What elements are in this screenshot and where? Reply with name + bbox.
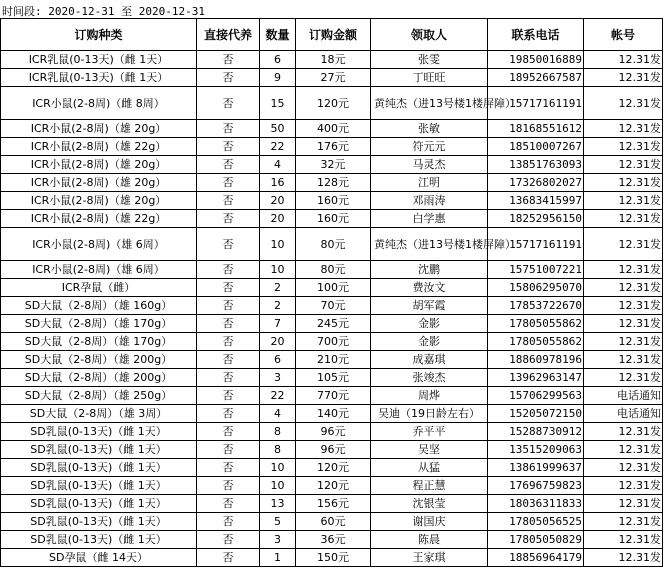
column-header-qty: 数量	[260, 19, 296, 51]
cell-qty: 16	[260, 174, 296, 192]
cell-kind: ICR小鼠(2-8周)（雌 8周）	[1, 87, 197, 120]
table-row	[1, 315, 663, 333]
cell-amount: 80元	[296, 261, 371, 279]
cell-person: 江明	[371, 174, 488, 192]
cell-person: 邓雨涛	[371, 192, 488, 210]
cell-person: 丁旺旺	[371, 69, 488, 87]
table-row	[1, 156, 663, 174]
cell-person: 金影	[371, 333, 488, 351]
cell-kind: ICR乳鼠(0-13天)（雌 1天）	[1, 69, 197, 87]
cell-amount: 96元	[296, 423, 371, 441]
table-row	[1, 261, 663, 279]
cell-phone: 15717161191	[488, 87, 584, 120]
column-header-amount: 订购金额	[296, 19, 371, 51]
cell-amount: 36元	[296, 531, 371, 549]
cell-qty: 4	[260, 156, 296, 174]
cell-amount: 150元	[296, 549, 371, 567]
cell-account: 12.31发	[584, 495, 663, 513]
cell-phone: 13851763093	[488, 156, 584, 174]
cell-kind: SD乳鼠(0-13天)（雌 1天）	[1, 495, 197, 513]
cell-kind: ICR小鼠(2-8周)（雄 20g）	[1, 156, 197, 174]
cell-person: 谢国庆	[371, 513, 488, 531]
cell-person: 程正慧	[371, 477, 488, 495]
cell-amount: 770元	[296, 387, 371, 405]
cell-direct: 否	[197, 459, 260, 477]
cell-phone: 18252956150	[488, 210, 584, 228]
cell-qty: 2	[260, 297, 296, 315]
cell-direct: 否	[197, 120, 260, 138]
cell-qty: 50	[260, 120, 296, 138]
column-header-kind: 订购种类	[1, 19, 197, 51]
cell-phone: 15288730912	[488, 423, 584, 441]
cell-kind: SD大鼠（2-8周）（雄 160g）	[1, 297, 197, 315]
cell-account: 12.31发	[584, 210, 663, 228]
cell-qty: 6	[260, 351, 296, 369]
table-row	[1, 87, 663, 120]
cell-kind: ICR小鼠(2-8周)（雄 22g）	[1, 138, 197, 156]
table-row	[1, 192, 663, 210]
column-header-phone: 联系电话	[488, 19, 584, 51]
cell-direct: 否	[197, 351, 260, 369]
cell-person: 周烨	[371, 387, 488, 405]
cell-phone: 15717161191	[488, 228, 584, 261]
cell-direct: 否	[197, 387, 260, 405]
cell-direct: 否	[197, 549, 260, 567]
table-row	[1, 210, 663, 228]
cell-direct: 否	[197, 369, 260, 387]
cell-qty: 2	[260, 279, 296, 297]
cell-account: 12.31发	[584, 333, 663, 351]
cell-account: 12.31发	[584, 156, 663, 174]
cell-phone: 18856964179	[488, 549, 584, 567]
cell-account: 电话通知	[584, 387, 663, 405]
cell-qty: 5	[260, 513, 296, 531]
cell-phone: 13861999637	[488, 459, 584, 477]
cell-direct: 否	[197, 138, 260, 156]
cell-account: 电话通知	[584, 405, 663, 423]
cell-account: 12.31发	[584, 261, 663, 279]
cell-account: 12.31发	[584, 87, 663, 120]
cell-direct: 否	[197, 87, 260, 120]
cell-phone: 18168551612	[488, 120, 584, 138]
cell-amount: 156元	[296, 495, 371, 513]
table-row	[1, 423, 663, 441]
cell-direct: 否	[197, 477, 260, 495]
cell-kind: SD大鼠（2-8周）（雄 200g）	[1, 369, 197, 387]
table-row	[1, 174, 663, 192]
cell-amount: 400元	[296, 120, 371, 138]
cell-kind: SD乳鼠(0-13天)（雌 1天）	[1, 477, 197, 495]
table-row	[1, 138, 663, 156]
cell-phone: 17805055862	[488, 315, 584, 333]
cell-direct: 否	[197, 531, 260, 549]
cell-qty: 10	[260, 228, 296, 261]
cell-phone: 15806295070	[488, 279, 584, 297]
cell-kind: SD大鼠（2-8周）（雄 250g）	[1, 387, 197, 405]
cell-qty: 13	[260, 495, 296, 513]
table-row	[1, 387, 663, 405]
cell-direct: 否	[197, 441, 260, 459]
cell-amount: 80元	[296, 228, 371, 261]
cell-phone: 15205072150	[488, 405, 584, 423]
cell-account: 12.31发	[584, 531, 663, 549]
cell-phone: 17696759823	[488, 477, 584, 495]
cell-qty: 22	[260, 387, 296, 405]
cell-person: 张竣杰	[371, 369, 488, 387]
cell-person: 符元元	[371, 138, 488, 156]
table-row	[1, 228, 663, 261]
table-row	[1, 297, 663, 315]
cell-phone: 19850016889	[488, 51, 584, 69]
cell-qty: 4	[260, 405, 296, 423]
cell-amount: 120元	[296, 87, 371, 120]
cell-direct: 否	[197, 210, 260, 228]
cell-amount: 120元	[296, 477, 371, 495]
cell-phone: 18952667587	[488, 69, 584, 87]
cell-person: 成嘉琪	[371, 351, 488, 369]
cell-kind: ICR乳鼠(0-13天)（雌 1天）	[1, 51, 197, 69]
cell-direct: 否	[197, 192, 260, 210]
cell-qty: 8	[260, 441, 296, 459]
cell-direct: 否	[197, 156, 260, 174]
cell-kind: ICR小鼠(2-8周)（雄 22g）	[1, 210, 197, 228]
cell-direct: 否	[197, 279, 260, 297]
cell-person: 乔平平	[371, 423, 488, 441]
cell-amount: 120元	[296, 459, 371, 477]
cell-amount: 140元	[296, 405, 371, 423]
table-row	[1, 549, 663, 567]
cell-kind: SD乳鼠(0-13天)（雌 1天）	[1, 441, 197, 459]
cell-direct: 否	[197, 228, 260, 261]
cell-account: 12.31发	[584, 315, 663, 333]
cell-phone: 18510007267	[488, 138, 584, 156]
cell-kind: SD乳鼠(0-13天)（雌 1天）	[1, 531, 197, 549]
cell-kind: ICR小鼠(2-8周)（雄 6周）	[1, 228, 197, 261]
cell-phone: 18036311833	[488, 495, 584, 513]
cell-account: 12.31发	[584, 138, 663, 156]
cell-kind: SD大鼠（2-8周）（雄 170g）	[1, 333, 197, 351]
table-row	[1, 531, 663, 549]
cell-amount: 160元	[296, 192, 371, 210]
cell-amount: 245元	[296, 315, 371, 333]
cell-direct: 否	[197, 69, 260, 87]
table-row	[1, 333, 663, 351]
cell-kind: ICR孕鼠（雌）	[1, 279, 197, 297]
order-table	[0, 18, 663, 567]
cell-kind: ICR小鼠(2-8周)（雄 20g）	[1, 174, 197, 192]
cell-account: 12.31发	[584, 297, 663, 315]
table-row	[1, 459, 663, 477]
cell-qty: 7	[260, 315, 296, 333]
cell-account: 12.31发	[584, 441, 663, 459]
cell-qty: 1	[260, 549, 296, 567]
cell-person: 吴迪（19日龄左右）	[371, 405, 488, 423]
table-row	[1, 441, 663, 459]
table-row	[1, 477, 663, 495]
cell-qty: 3	[260, 531, 296, 549]
cell-kind: SD大鼠（2-8周）（雄 3周）	[1, 405, 197, 423]
cell-direct: 否	[197, 174, 260, 192]
cell-direct: 否	[197, 315, 260, 333]
cell-person: 胡军霞	[371, 297, 488, 315]
cell-phone: 13515209063	[488, 441, 584, 459]
cell-phone: 17326802027	[488, 174, 584, 192]
cell-account: 12.31发	[584, 228, 663, 261]
cell-amount: 700元	[296, 333, 371, 351]
table-row	[1, 120, 663, 138]
cell-account: 12.31发	[584, 459, 663, 477]
cell-amount: 160元	[296, 210, 371, 228]
cell-account: 12.31发	[584, 120, 663, 138]
cell-qty: 10	[260, 459, 296, 477]
cell-person: 费汝文	[371, 279, 488, 297]
cell-phone: 13683415997	[488, 192, 584, 210]
cell-qty: 3	[260, 369, 296, 387]
cell-amount: 60元	[296, 513, 371, 531]
cell-person: 黄纯杰（进13号楼1楼屏障）	[371, 87, 488, 120]
cell-kind: SD大鼠（2-8周）（雄 170g）	[1, 315, 197, 333]
cell-direct: 否	[197, 297, 260, 315]
cell-account: 12.31发	[584, 477, 663, 495]
cell-qty: 6	[260, 51, 296, 69]
cell-kind: ICR小鼠(2-8周)（雄 20g）	[1, 192, 197, 210]
cell-person: 沈鹏	[371, 261, 488, 279]
cell-direct: 否	[197, 495, 260, 513]
period-label: 时间段: 2020-12-31 至 2020-12-31	[2, 5, 205, 18]
cell-account: 12.31发	[584, 351, 663, 369]
cell-amount: 128元	[296, 174, 371, 192]
cell-qty: 10	[260, 261, 296, 279]
cell-direct: 否	[197, 405, 260, 423]
cell-account: 12.31发	[584, 51, 663, 69]
table-row	[1, 279, 663, 297]
cell-phone: 17805055862	[488, 333, 584, 351]
cell-kind: ICR小鼠(2-8周)（雄 20g）	[1, 120, 197, 138]
table-row	[1, 51, 663, 69]
cell-phone: 15706299563	[488, 387, 584, 405]
table-row	[1, 405, 663, 423]
cell-phone: 17805050829	[488, 531, 584, 549]
column-header-account: 帐号	[584, 19, 663, 51]
cell-person: 张敏	[371, 120, 488, 138]
table-row	[1, 69, 663, 87]
cell-qty: 10	[260, 477, 296, 495]
cell-direct: 否	[197, 261, 260, 279]
cell-direct: 否	[197, 333, 260, 351]
cell-amount: 176元	[296, 138, 371, 156]
table-row	[1, 513, 663, 531]
cell-kind: SD乳鼠(0-13天)（雌 1天）	[1, 423, 197, 441]
cell-qty: 20	[260, 210, 296, 228]
cell-amount: 70元	[296, 297, 371, 315]
cell-person: 张雯	[371, 51, 488, 69]
cell-account: 12.31发	[584, 549, 663, 567]
cell-direct: 否	[197, 513, 260, 531]
cell-qty: 9	[260, 69, 296, 87]
cell-amount: 210元	[296, 351, 371, 369]
cell-amount: 18元	[296, 51, 371, 69]
cell-person: 吴坚	[371, 441, 488, 459]
cell-kind: SD乳鼠(0-13天)（雌 1天）	[1, 513, 197, 531]
cell-qty: 20	[260, 192, 296, 210]
cell-account: 12.31发	[584, 369, 663, 387]
column-header-direct: 直接代养	[197, 19, 260, 51]
cell-phone: 17805056525	[488, 513, 584, 531]
cell-account: 12.31发	[584, 423, 663, 441]
table-row	[1, 495, 663, 513]
cell-person: 沈银莹	[371, 495, 488, 513]
table-row	[1, 351, 663, 369]
cell-amount: 105元	[296, 369, 371, 387]
cell-account: 12.31发	[584, 174, 663, 192]
cell-kind: SD乳鼠(0-13天)（雌 1天）	[1, 459, 197, 477]
cell-phone: 18860978196	[488, 351, 584, 369]
cell-account: 12.31发	[584, 69, 663, 87]
cell-qty: 8	[260, 423, 296, 441]
cell-person: 黄纯杰（进13号楼1楼屏障）	[371, 228, 488, 261]
cell-kind: SD大鼠（2-8周）（雄 200g）	[1, 351, 197, 369]
table-row	[1, 369, 663, 387]
cell-direct: 否	[197, 51, 260, 69]
cell-qty: 20	[260, 333, 296, 351]
cell-account: 12.31发	[584, 192, 663, 210]
cell-person: 马灵杰	[371, 156, 488, 174]
cell-kind: SD孕鼠（雌 14天）	[1, 549, 197, 567]
cell-amount: 27元	[296, 69, 371, 87]
cell-phone: 15751007221	[488, 261, 584, 279]
cell-person: 陈晨	[371, 531, 488, 549]
cell-person: 白学惠	[371, 210, 488, 228]
cell-account: 12.31发	[584, 513, 663, 531]
column-header-person: 领取人	[371, 19, 488, 51]
cell-amount: 96元	[296, 441, 371, 459]
header-row	[1, 19, 663, 51]
cell-person: 金影	[371, 315, 488, 333]
cell-amount: 32元	[296, 156, 371, 174]
cell-account: 12.31发	[584, 279, 663, 297]
cell-direct: 否	[197, 423, 260, 441]
cell-amount: 100元	[296, 279, 371, 297]
cell-kind: ICR小鼠(2-8周)（雄 6周）	[1, 261, 197, 279]
cell-qty: 22	[260, 138, 296, 156]
cell-phone: 13962963147	[488, 369, 584, 387]
cell-phone: 17853722670	[488, 297, 584, 315]
cell-person: 从猛	[371, 459, 488, 477]
cell-qty: 15	[260, 87, 296, 120]
cell-person: 王家琪	[371, 549, 488, 567]
